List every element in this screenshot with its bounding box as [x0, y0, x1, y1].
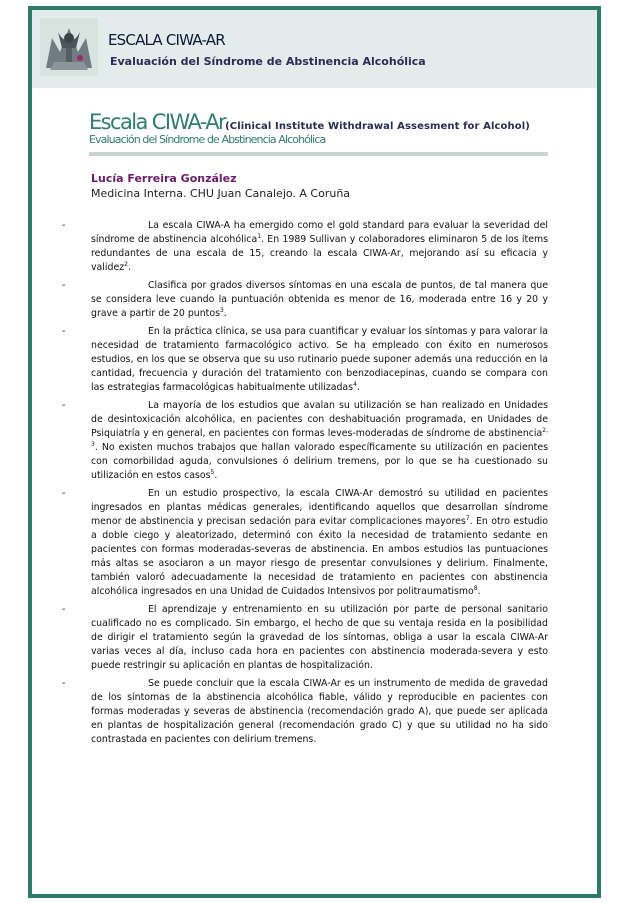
- paragraph-text: .: [356, 381, 360, 393]
- paragraph-text: El aprendizaje y entrenamiento en su utilización por parte de personal sanitario cualificado no es complicado. Sin embargo, el hecho de que su ventaja resida en la posibilidad de dirigir el tratamiento según la gravedad de los síntomas, obliga a usar la escala CIWA-Ar varias veces al día, incluso cada hora en pacientes con abstinencia moderada-severa y esto puede restringir su aplicación en plantas de hospitalización.: [91, 604, 548, 671]
- paragraph-text: . No existen muchos trabajos que hallan valorado específicamente su utilización en pacientes con comorbilidad aguda, convulsiones ó delirium tremens, por lo que se ha cuestionado su utilización en estos casos: [91, 442, 548, 481]
- article-body: [62, 219, 548, 751]
- author-affiliation: Medicina Interna. CHU Juan Canalejo. A Coruña: [91, 187, 351, 200]
- paragraph-text: .: [223, 307, 227, 319]
- title-divider: [89, 152, 548, 156]
- bullet-dash: -: [62, 326, 66, 338]
- paragraph-text: En la práctica clínica, se usa para cuantificar y evaluar los síntomas y para valorar la necesidad de tratamiento farmacológico activo. Se ha empleado con éxito en numerosos estudios, en los que se observa que su uso rutinario puede suponer además una reducción en la cantidad, frecuencia y duración del tratamiento con benzodiacepinas, cuando se compara con las estrategias farmacológicas habitualmente utilizadas: [91, 326, 548, 393]
- reference-marker: 3: [219, 306, 224, 314]
- paragraph-5: [62, 487, 548, 598]
- reference-marker: 2: [124, 260, 128, 268]
- article-subtitle: Evaluación del Síndrome de Abstinencia Alcohólica: [89, 133, 326, 146]
- reference-marker: 2, 3: [91, 427, 548, 449]
- paragraph-text: La mayoría de los estudios que avalan su utilización se han realizado en Unidades de desintoxicación alcohólica, en pacientes con deshabituación programada, en Unidades de Psiquiatría y en general, en pacientes con formas leves-moderadas de síndrome de abstinencia: [91, 400, 548, 440]
- article-title-main: Escala CIWA-Ar: [89, 110, 226, 134]
- article-title: [89, 110, 530, 134]
- paragraph-text: . En otro estudio a doble ciego y aleatorizado, determinó con éxito la necesidad de tratamiento sedante en pacientes con formas moderadas-severas de abstinencia. En ambos estudios las puntuaciones más altas se asociaron a un mayor riesgo de presentar convulsiones y delirium. Finalmente, también valoró adecuadamente la necesidad de tratamiento en pacientes con abstinencia alcohólica ingresados en una Unidad de Cuidados Intensivos por politraumatismo: [91, 516, 548, 597]
- header-title: ESCALA CIWA-AR: [108, 31, 225, 49]
- reference-marker: 4: [353, 380, 357, 388]
- paragraph-4: [62, 399, 548, 482]
- hospital-logo-icon: [40, 18, 98, 76]
- bullet-dash: -: [62, 280, 66, 292]
- article-title-suffix: (Clinical Institute Withdrawal Assesment for Alcohol): [225, 121, 530, 132]
- author-name: Lucía Ferreira González: [91, 172, 237, 185]
- paragraph-6: [62, 603, 548, 673]
- bullet-dash: -: [62, 220, 66, 231]
- paragraph-3: [62, 325, 548, 395]
- paragraph-text: La escala CIWA-A ha emergido como el gold standard para evaluar la severidad del síndrome de abstinencia alcohólica: [91, 220, 548, 245]
- bullet-dash: -: [62, 488, 66, 500]
- reference-marker: 5: [210, 468, 215, 476]
- paragraph-text: .: [127, 261, 131, 273]
- paragraph-1: [62, 219, 548, 275]
- bullet-dash: -: [62, 604, 66, 616]
- paragraph-text: En un estudio prospectivo, la escala CIWA-Ar demostró su utilidad en pacientes ingresados en plantas médicas generales, identificando aquellos que desarrollan síndrome menor de abstinencia y precisan sedación para evitar complicaciones mayores: [91, 488, 548, 528]
- header-subtitle: Evaluación del Síndrome de Abstinencia Alcohólica: [110, 55, 426, 68]
- paragraph-text: Se puede concluir que la escala CIWA-Ar es un instrumento de medida de gravedad de los síntomas de la abstinencia alcohólica fiable, válido y reproducible en pacientes con formas moderadas y severas de abstinencia (recomendación grado A), que puede ser aplicada en plantas de hospitalización general (recomendación grado C) y que su utilidad no ha sido contrastada en pacientes con delirium tremens.: [91, 678, 548, 745]
- paragraph-text: . En 1989 Sullivan y colaboradores eliminaron 5 de los ítems redundantes de una escala de 15, creando la escala CIWA-Ar, mejorando así su eficacia y validez: [91, 233, 548, 273]
- paragraph-2: [62, 279, 548, 321]
- reference-marker: 8: [473, 584, 478, 592]
- paragraph-7: [62, 677, 548, 747]
- paragraph-text: .: [477, 585, 481, 597]
- bullet-dash: -: [62, 678, 66, 690]
- bullet-dash: -: [62, 400, 66, 412]
- paragraph-text: .: [214, 469, 218, 481]
- paragraph-text: Clasifica por grados diversos síntomas en una escala de puntos, de tal manera que se considera leve cuando la puntuación obtenida es menor de 16, moderada entre 16 y 20 y grave a partir de 20 puntos: [91, 280, 548, 319]
- reference-marker: 1: [257, 232, 262, 240]
- header-banner: [32, 10, 597, 88]
- reference-marker: 7: [465, 515, 470, 523]
